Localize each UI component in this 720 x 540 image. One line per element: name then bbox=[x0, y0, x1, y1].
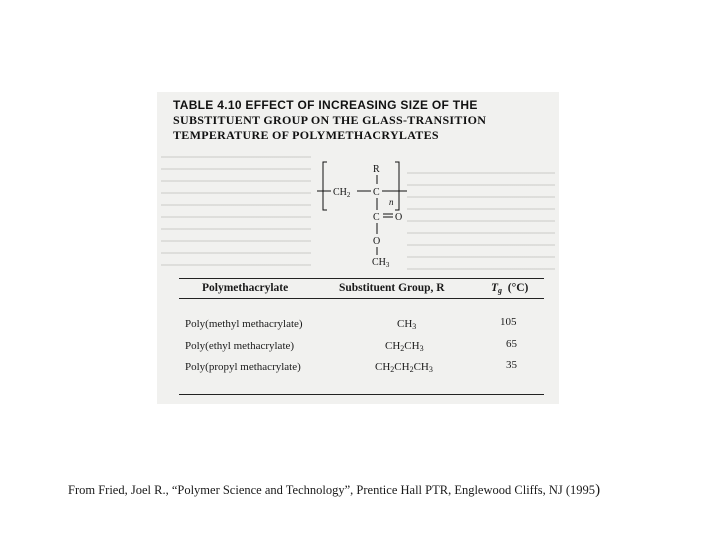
row-2-polymer-name: Poly(ethyl methacrylate) bbox=[185, 340, 295, 352]
polymethacrylate-structure-diagram bbox=[317, 158, 407, 268]
table-title-line-3: TEMPERATURE OF POLYMETHACRYLATES bbox=[173, 128, 439, 142]
source-caption-closing-paren: ) bbox=[595, 482, 601, 498]
structure-ch2-label: $CH_2$ bbox=[333, 187, 351, 199]
structure-main-c-label: C bbox=[373, 187, 380, 198]
row-2-tg-value: 65 bbox=[506, 338, 517, 350]
row-3-substituent-group: $CH_2CH_2CH_3$ bbox=[375, 361, 433, 374]
table-top-rule bbox=[179, 278, 544, 279]
source-caption-text: From Fried, Joel R., “Polymer Science and Technology”, Prentice Hall PTR, Englewood Cliffs, NJ (1995 bbox=[68, 483, 596, 497]
bleed-through-texture bbox=[407, 172, 555, 272]
bleed-through-texture bbox=[161, 156, 311, 266]
structure-n-label: n bbox=[389, 197, 394, 207]
structure-r-label: R bbox=[373, 164, 380, 175]
row-3-polymer-name: Poly(propyl methacrylate) bbox=[185, 361, 301, 373]
table-bottom-rule bbox=[179, 394, 544, 395]
column-header-polymethacrylate: Polymethacrylate bbox=[202, 282, 289, 294]
structure-carbonyl-o-label: O bbox=[395, 212, 403, 223]
table-title-line-2: SUBSTITUENT GROUP ON THE GLASS-TRANSITION bbox=[173, 113, 487, 127]
source-caption bbox=[68, 482, 688, 499]
structure-carbonyl-c-label: C bbox=[373, 212, 380, 223]
table-title bbox=[173, 98, 553, 143]
column-header-substituent-group: Substituent Group, R bbox=[339, 282, 445, 294]
structure-ch3-label: $CH_3$ bbox=[372, 257, 390, 268]
row-3-tg-value: 35 bbox=[506, 359, 517, 371]
row-2-substituent-group: $CH_2CH_3$ bbox=[385, 340, 424, 353]
row-1-substituent-group: $CH_3$ bbox=[397, 318, 417, 331]
column-header-tg: Tg (°C) bbox=[491, 282, 529, 295]
structure-ester-o-label: O bbox=[373, 236, 381, 247]
table-title-line-1: TABLE 4.10 EFFECT OF INCREASING SIZE OF THE bbox=[173, 98, 478, 112]
row-1-polymer-name: Poly(methyl methacrylate) bbox=[185, 318, 303, 330]
row-1-tg-value: 105 bbox=[500, 316, 517, 328]
scanned-table-image bbox=[157, 92, 559, 404]
table-header-rule bbox=[179, 298, 544, 299]
